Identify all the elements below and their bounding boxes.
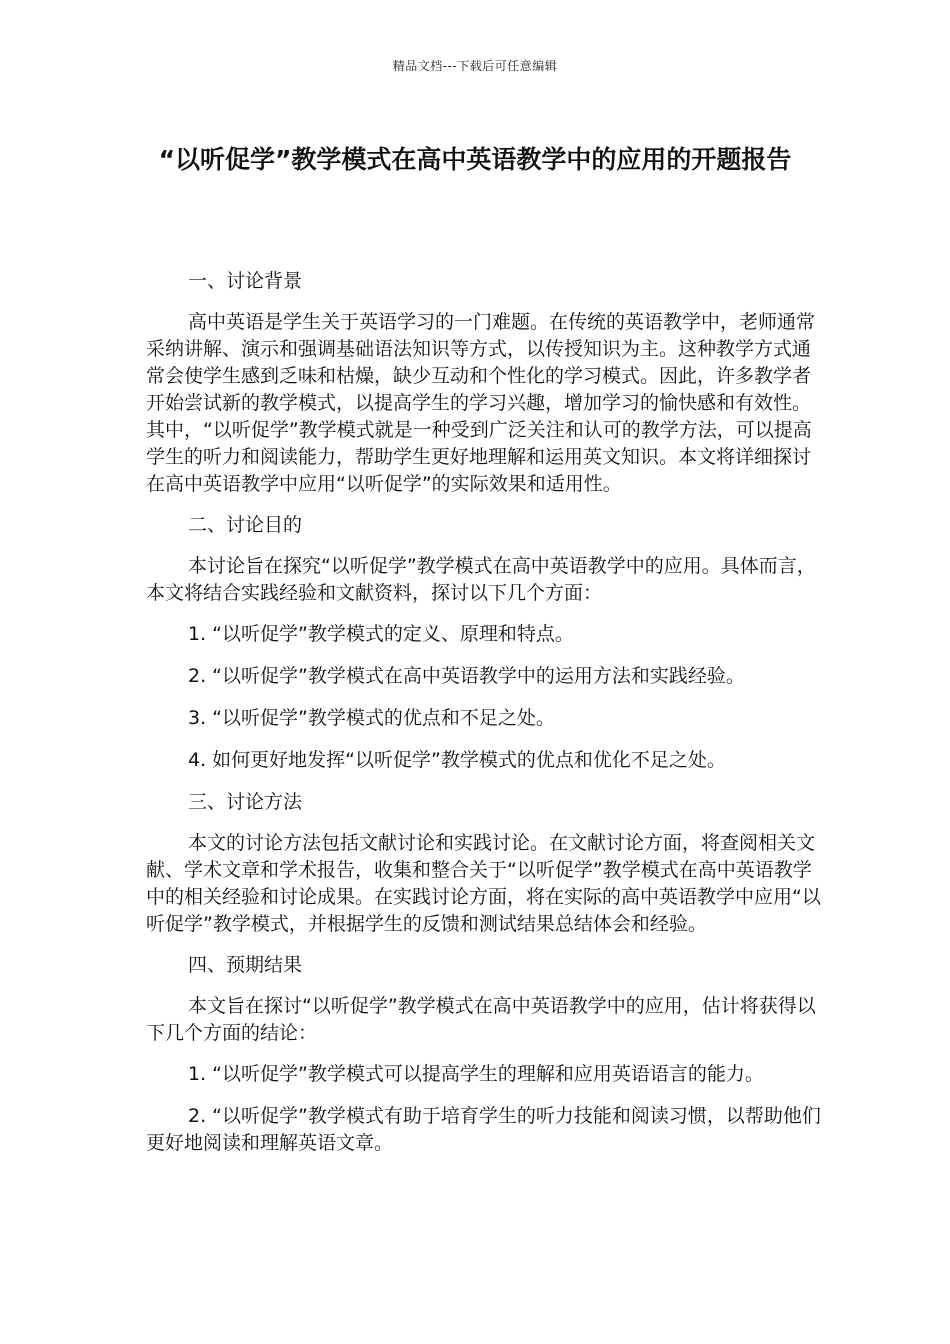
section-heading: 二、讨论目的 [188, 514, 303, 536]
document-title: “以听促学”教学模式在高中英语教学中的应用的开题报告 [158, 145, 792, 174]
list-item: 4. 如何更好地发挥“以听促学”教学模式的优点和优化不足之处。 [188, 749, 726, 771]
list-item: 3. “以听促学”教学模式的优点和不足之处。 [188, 707, 555, 729]
list-item: 2. “以听促学”教学模式在高中英语教学中的运用方法和实践经验。 [188, 665, 745, 687]
paragraph: 本讨论旨在探究“以听促学”教学模式在高中英语教学中的应用。具体而言，本文将结合实践经验和文献资料，探讨以下几个方面： [146, 555, 816, 604]
paragraph: 高中英语是学生关于英语学习的一门难题。在传统的英语教学中，老师通常采纳讲解、演示和强调基础语法知识等方式，以传授知识为主。这种教学方式通常会使学生感到乏味和枯燥，缺少互动和个性化的学习模式。因此，许多教学者开始尝试新的教学模式，以提高学生的学习兴趣，增加学习的愉快感和有效性。其中，“以听促学”教学模式就是一种受到广泛关注和认可的教学方法，可以提高学生的听力和阅读能力，帮助学生更好地理解和运用英文知识。本文将详细探讨在高中英语教学中应用“以听促学”的实际效果和适用性。 [146, 311, 816, 495]
section-heading: 四、预期结果 [188, 954, 303, 976]
section-heading: 一、讨论背景 [188, 270, 303, 292]
section-heading: 三、讨论方法 [188, 791, 303, 813]
list-item: 2. “以听促学”教学模式有助于培育学生的听力技能和阅读习惯，以帮助他们更好地阅读和理解英语文章。 [146, 1105, 821, 1154]
list-item: 1. “以听促学”教学模式可以提高学生的理解和应用英语语言的能力。 [188, 1063, 764, 1085]
document-body [146, 268, 821, 1157]
paragraph: 本文的讨论方法包括文献讨论和实践讨论。在文献讨论方面，将查阅相关文献、学术文章和学术报告，收集和整合关于“以听促学”教学模式在高中英语教学中的相关经验和讨论成果。在实践讨论方面，将在实际的高中英语教学中应用“以听促学”教学模式，并根据学生的反馈和测试结果总结体会和经验。 [146, 832, 821, 935]
page-header: 精品文档---下载后可任意编辑 [392, 59, 558, 73]
paragraph: 本文旨在探讨“以听促学”教学模式在高中英语教学中的应用，估计将获得以下几个方面的结论： [146, 995, 816, 1044]
list-item: 1. “以听促学”教学模式的定义、原理和特点。 [188, 623, 574, 645]
